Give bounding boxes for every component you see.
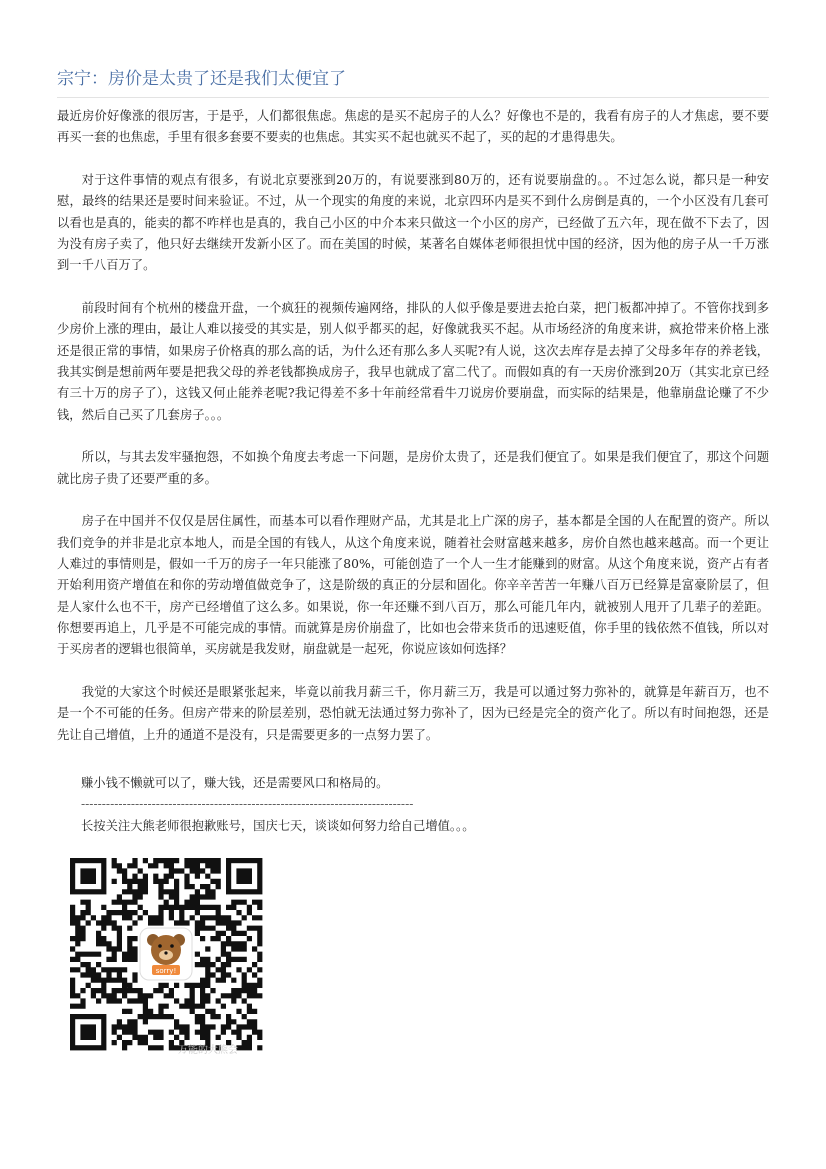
follow-note: 长按关注大熊老师很抱歉账号，国庆七天，谈谈如何努力给自己增值。。。 [81, 818, 475, 833]
paragraph: 最近房价好像涨的很厉害，于是乎，人们都很焦虑。焦虑的是买不起房子的人么？好像也不是的，我看有房子的人才焦虑，要不要再买一套的也焦虑，手里有很多套要不要卖的也焦虑。其实买不起也就买不起了，买的起的才患得患失。 [57, 109, 769, 145]
paragraph: 房子在中国并不仅仅是居住属性，而基本可以看作理财产品，尤其是北上广深的房子，基本都是全国的人在配置的资产。所以我们竞争的并非是北京本地人，而是全国的有钱人，从这个角度来说，随着社会财富越来越多，房价自然也越来越高。而一个更让人难过的事情则是，假如一千万的房子一年只能涨了80%，可能创造了一个人一生才能赚到的财富。从这个角度来说，资产占有者开始利用资产增值在和你的劳动增值做竞争了，这是阶级的真正的分层和固化。你辛辛苦苦一年赚八百万已经算是富豪阶层了，但是人家什么也不干，房产已经增值了这么多。如果说，你一年还赚不到八百万，那么可能几年内，就被别人甩开了几辈子的差距。你想要再追上，几乎是不可能完成的事情。而就算是房价崩盘了，比如也会带来货币的迅速贬值，你手里的钱依然不值钱，所以对于买房者的逻辑也很简单，买房就是我发财，崩盘就是一起死，你说应该如何选择？ [57, 514, 769, 657]
article-title: 宗宁：房价是太贵了还是我们太便宜了 [57, 69, 346, 89]
closing-line: 赚小钱不懒就可以了，赚大钱，还是需要风口和格局的。 [81, 776, 389, 790]
qr-code-image [62, 850, 270, 1058]
bear-logo-icon [140, 928, 192, 980]
paragraph: 前段时间有个杭州的楼盘开盘，一个疯狂的视频传遍网络，排队的人似乎像是要进去抢白菜，把门板都冲掉了。不管你找到多少房价上涨的理由，最让人难以接受的其实是，别人似乎都买的起，好像就我买不起。从市场经济的角度来讲，疯抢带来价格上涨还是很正常的事情，如果房子价格真的那么高的话，为什么还有那么多人买呢?有人说，这次去库存是去掉了父母多年存的养老钱，我其实倒是想前两年要是把我父母的养老钱都换成房子，我早也就成了富二代了。而假如真的有一天房价涨到20万（其实北京已经有三十万的房子了），这钱又何止能养老呢?我记得差不多十年前经常看牛刀说房价要崩盘，而实际的结果是，他靠崩盘论赚了不少钱，然后自己买了几套房子。。。 [57, 301, 769, 422]
qr-finder-bottom-left [70, 1014, 106, 1050]
qr-code[interactable] [62, 850, 270, 1058]
qr-watermark: 万能的大熊会 [178, 1045, 238, 1056]
badge-text: sorry! [155, 967, 177, 975]
dashed-divider: -------------------------------------------------------------------------------- [81, 797, 414, 812]
paragraph: 我觉的大家这个时候还是眼紧张起来，毕竟以前我月薪三千，你月薪三万，我是可以通过努力弥补的，就算是年薪百万，也不是一个不可能的任务。但房产带来的阶层差别，恐怕就无法通过努力弥补了，因为已经是完全的资产化了。所以有时间抱怨，还是先让自己增值，上升的通道不是没有，只是需要更多的一点努力罢了。 [57, 685, 769, 742]
qr-finder-top-left [70, 858, 106, 894]
paragraph: 对于这件事情的观点有很多，有说北京要涨到20万的，有说要涨到80万的，还有说要崩盘的。。不过怎么说，都只是一种安慰，最终的结果还是要时间来验证。不过，从一个现实的角度的来说，北京四环内是买不到什么房倒是真的，一个小区没有几套可以看也是真的，能卖的都不咋样也是真的，我自己小区的中介本来只做这一个小区的房产，已经做了五六年，现在做不下去了，因为没有房子卖了，他只好去继续开发新小区了。而在美国的时候，某著名自媒体老师很担忧中国的经济，因为他的房子从一千万涨到一千八百万了。 [57, 173, 769, 273]
qr-finder-top-right [226, 858, 262, 894]
paragraph: 所以，与其去发牢骚抱怨，不如换个角度去考虑一下问题，是房价太贵了，还是我们便宜了。如果是我们便宜了，那这个问题就比房子贵了还要严重的多。 [57, 450, 769, 486]
title-divider [57, 97, 769, 98]
article-body [57, 106, 769, 767]
article-footer [81, 773, 771, 837]
